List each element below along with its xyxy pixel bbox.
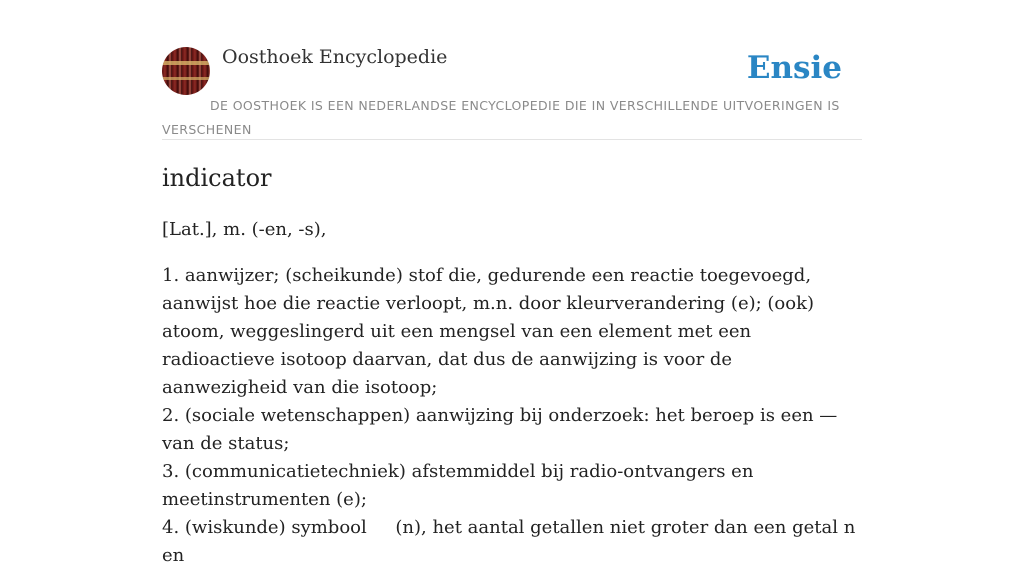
header-divider: [162, 139, 862, 140]
encyclopedia-books-avatar[interactable]: [162, 47, 210, 95]
entry-title: indicator: [162, 164, 272, 192]
site-title[interactable]: Oosthoek Encyclopedie: [222, 46, 448, 68]
entry-content: [162, 160, 862, 570]
site-tagline: DE OOSTHOEK IS EEN NEDERLANDSE ENCYCLOPEDIE DIE IN VERSCHILLENDE UITVOERINGEN IS VERSCHENEN: [162, 98, 840, 137]
definition-item: 1. aanwijzer; (scheikunde) stof die, gedurende een reactie toegevoegd, aanwijst hoe die reactie verloopt, m.n. door kleurverandering (e); (ook) atoom, weggeslingerd uit een mengsel van een element met een radioactieve isotoop daarvan, dat dus de aanwijzing is voor de aanwezigheid van die isotoop;: [162, 265, 815, 398]
definition-item: 3. (communicatietechniek) afstemmiddel bij radio-ontvangers en meetinstrumenten (e);: [162, 461, 754, 510]
entry-grammar: [Lat.], m. (-en, -s),: [162, 219, 327, 240]
ensie-logo[interactable]: Ensie: [746, 50, 842, 86]
definition-item: 4. (wiskunde) symbool (n), het aantal getallen niet groter dan een getal n en: [162, 517, 862, 566]
definition-item: 2. (sociale wetenschappen) aanwijzing bij onderzoek: het beroep is een — van de status;: [162, 405, 838, 454]
entry-definitions: [162, 262, 862, 570]
